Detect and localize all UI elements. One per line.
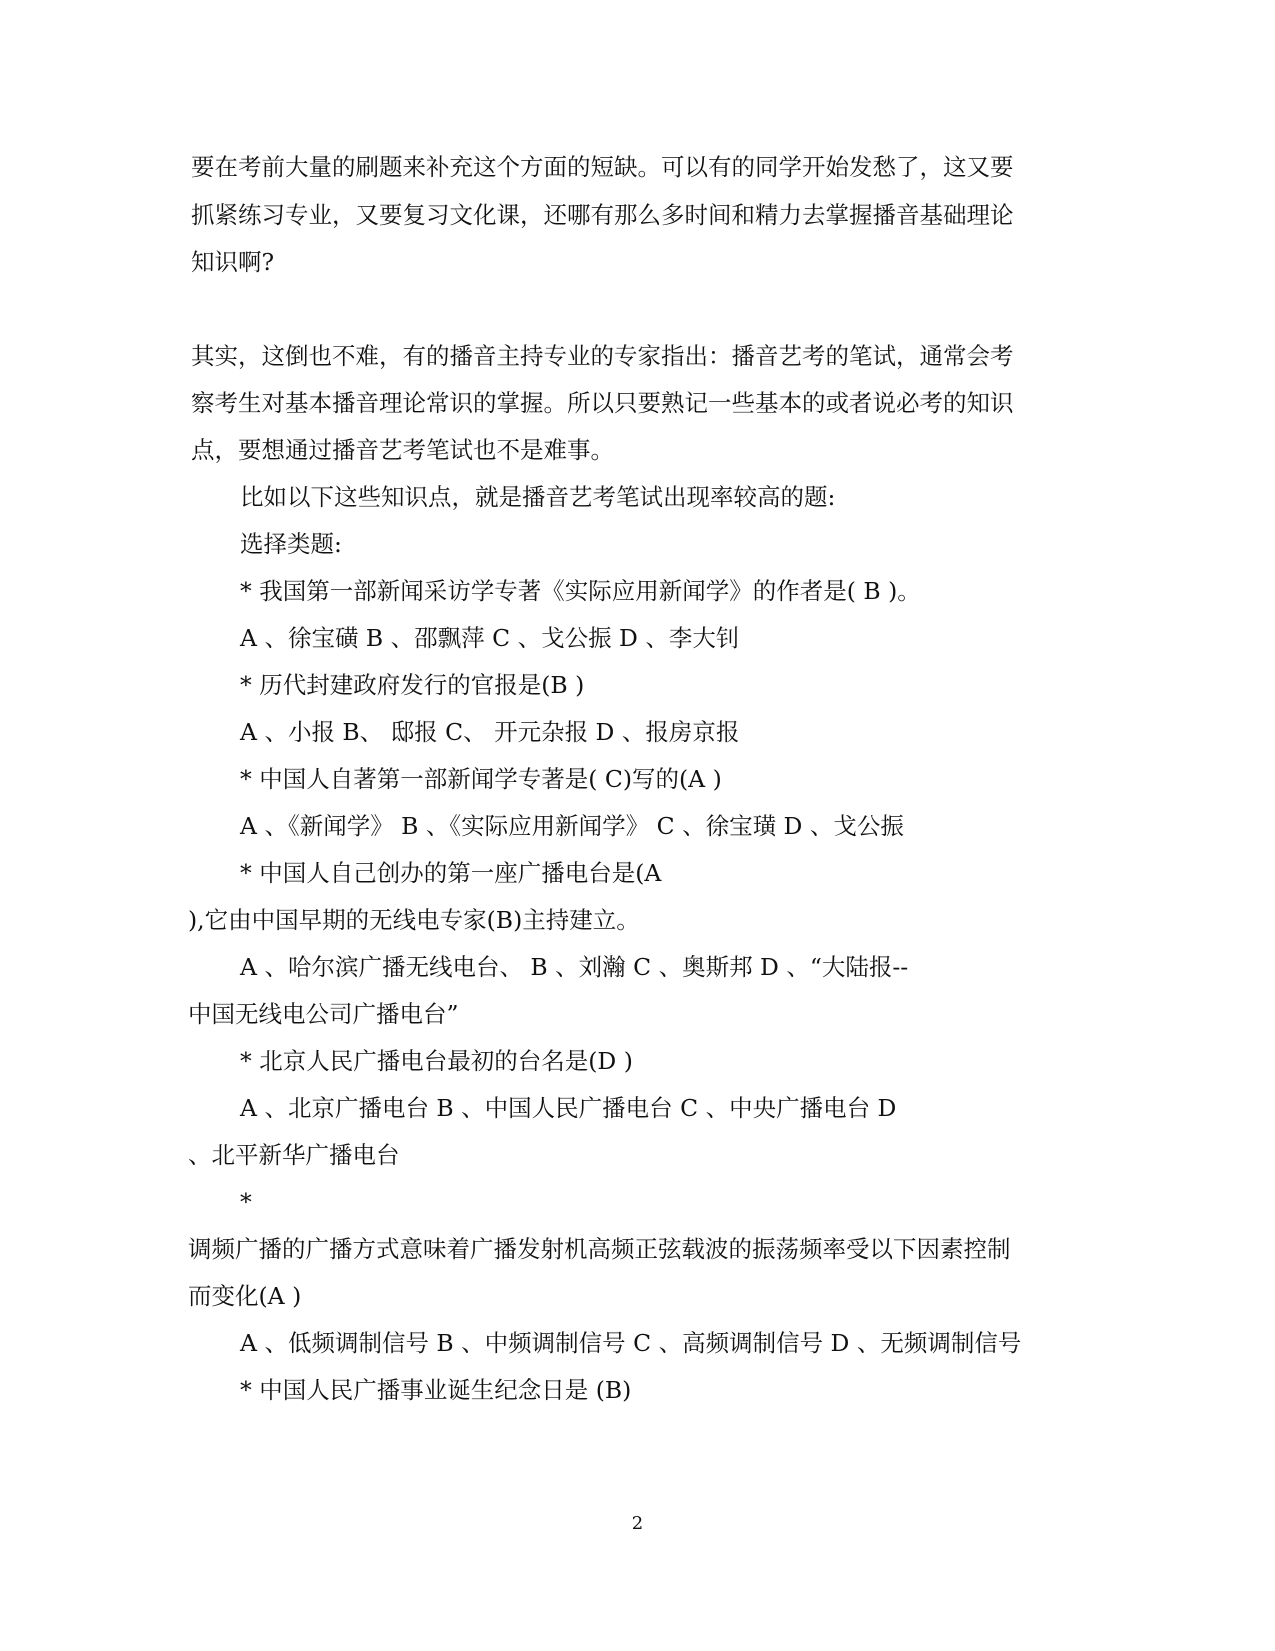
question-7: * 中国人民广播事业诞生纪念日是 (B) (240, 1376, 632, 1404)
question-5: * 北京人民广播电台最初的台名是(D ) (240, 1047, 633, 1075)
page-number: 2 (631, 1513, 644, 1534)
question-2-options: A 、小报 B、 邸报 C、 开元杂报 D 、报房京报 (240, 718, 740, 746)
question-4: * 中国人自己创办的第一座广播电台是(A (240, 859, 662, 887)
question-6-continued: 而变化(A ) (188, 1282, 302, 1310)
paragraph-1-line-2: 抓紧练习专业，又要复习文化课，还哪有那么多时间和精力去掌握播音基础理论 (191, 201, 1014, 229)
question-6-marker: * (240, 1188, 252, 1216)
question-4-options: A 、哈尔滨广播无线电台、 B 、刘瀚 C 、奥斯邦 D 、“大陆报-- (240, 953, 909, 981)
section-label: 选择类题: (240, 530, 342, 558)
question-4-options-continued: 中国无线电公司广播电台” (188, 1000, 459, 1028)
question-2: * 历代封建政府发行的官报是(B ) (240, 671, 585, 699)
question-5-options: A 、北京广播电台 B 、中国人民广播电台 C 、中央广播电台 D (240, 1094, 897, 1122)
question-5-options-continued: 、北平新华广播电台 (188, 1141, 400, 1169)
intro-text: 比如以下这些知识点，就是播音艺考笔试出现率较高的题: (240, 483, 836, 511)
question-1: * 我国第一部新闻采访学专著《实际应用新闻学》的作者是( B )。 (240, 577, 921, 605)
question-3: * 中国人自著第一部新闻学专著是( C)写的(A ) (240, 765, 722, 793)
paragraph-2-line-3: 点，要想通过播音艺考笔试也不是难事。 (191, 436, 614, 464)
paragraph-2-line-1: 其实，这倒也不难，有的播音主持专业的专家指出：播音艺考的笔试，通常会考 (191, 342, 1014, 370)
paragraph-1-line-1: 要在考前大量的刷题来补充这个方面的短缺。可以有的同学开始发愁了，这又要 (191, 153, 1014, 181)
question-6-options: A 、低频调制信号 B 、中频调制信号 C 、高频调制信号 D 、无频调制信号 (240, 1329, 1022, 1357)
paragraph-2-line-2: 察考生对基本播音理论常识的掌握。所以只要熟记一些基本的或者说必考的知识 (191, 389, 1014, 417)
question-6: 调频广播的广播方式意味着广播发射机高频正弦载波的振荡频率受以下因素控制 (188, 1235, 1011, 1263)
question-1-options: A 、徐宝磺 B 、邵飘萍 C 、戈公振 D 、李大钊 (240, 624, 740, 652)
question-4-continued: ),它由中国早期的无线电专家(B)主持建立。 (188, 906, 640, 934)
paragraph-1-line-3: 知识啊? (191, 248, 275, 276)
question-3-options: A 、《新闻学》 B 、《实际应用新闻学》 C 、徐宝璜 D 、戈公振 (240, 812, 904, 840)
